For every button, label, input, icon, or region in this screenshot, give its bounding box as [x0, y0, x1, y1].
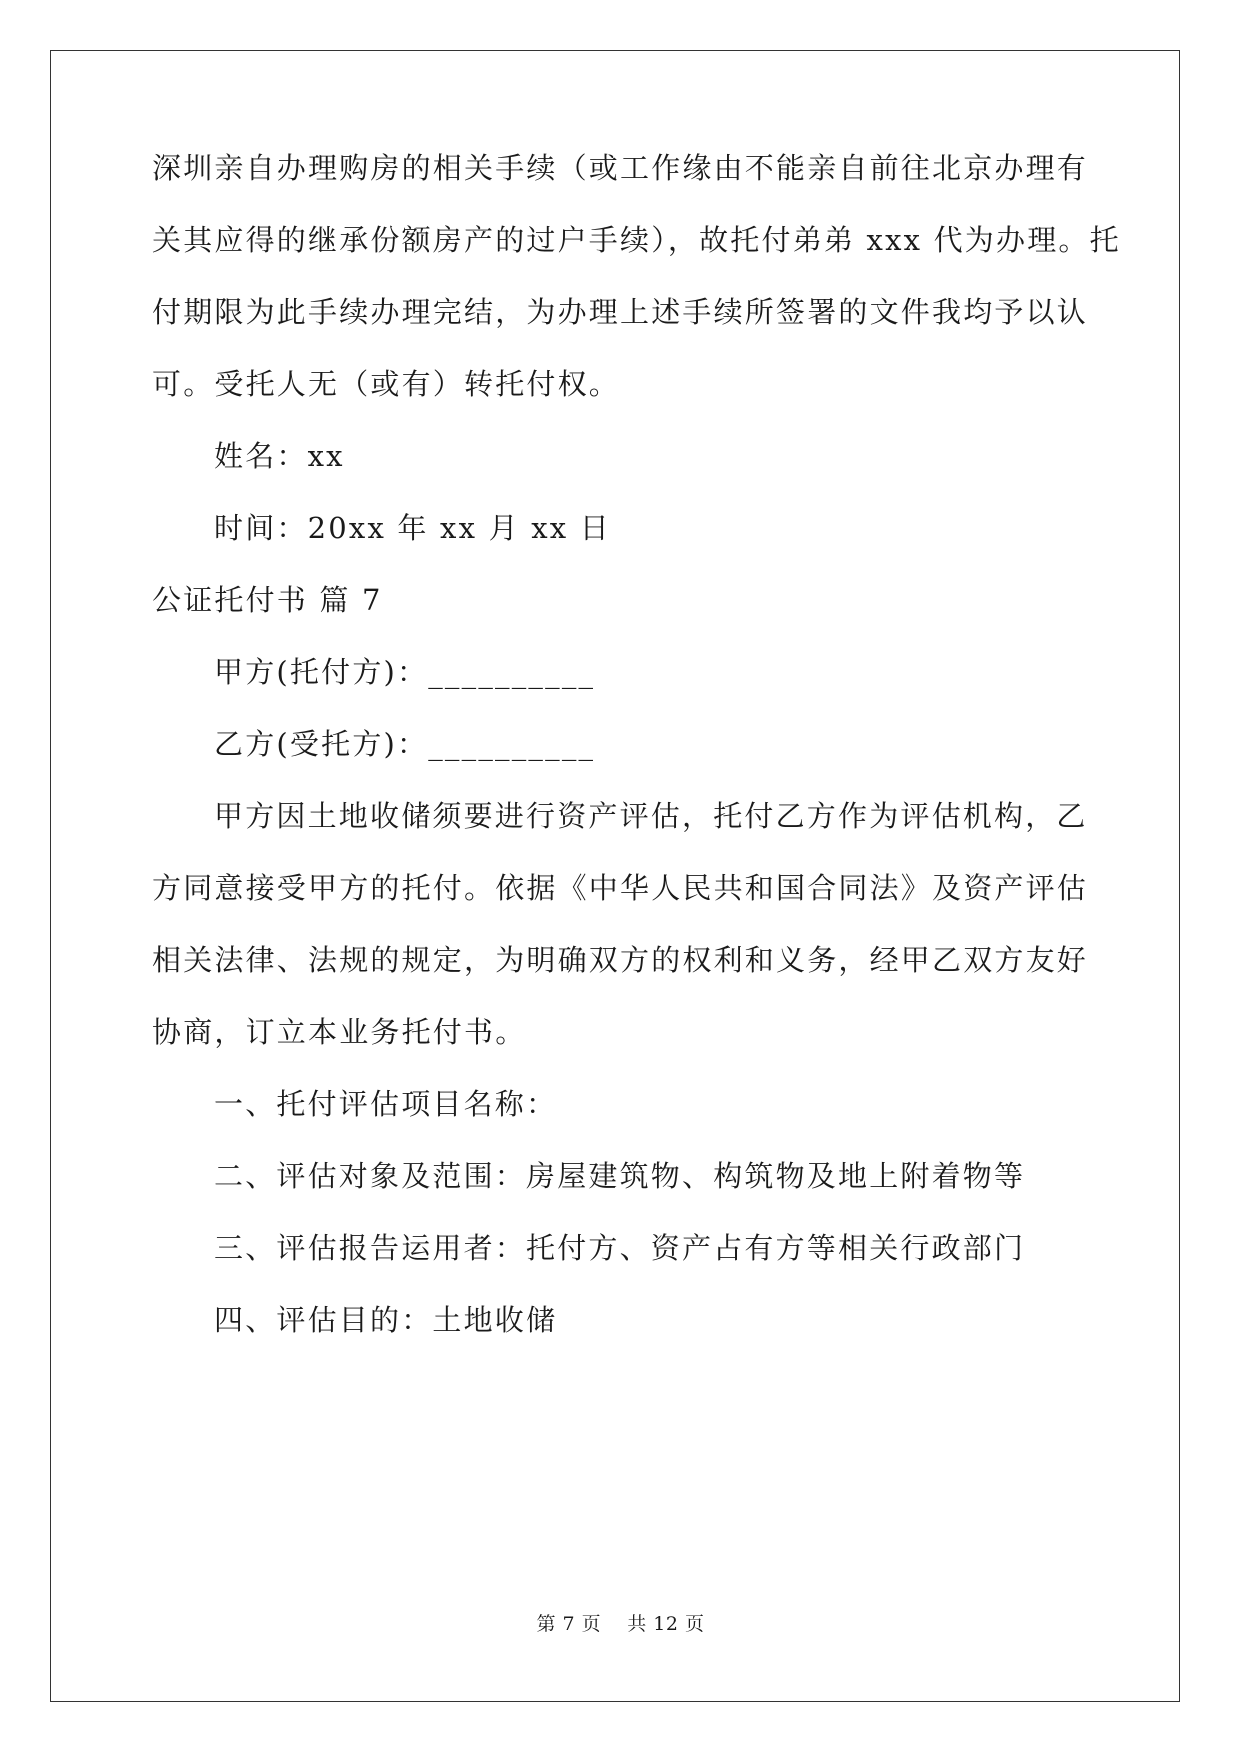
page-number-footer: 第 7 页 共 12 页 — [536, 1613, 705, 1635]
clause-1: 一、托付评估项目名称： — [214, 1087, 558, 1121]
party-a-line: 甲方(托付方)：__________ — [214, 655, 596, 689]
clause-2: 二、评估对象及范围：房屋建筑物、构筑物及地上附着物等 — [214, 1159, 1026, 1193]
body-line-2: 关其应得的继承份额房产的过户手续），故托付弟弟 xxx 代为办理。托 — [152, 223, 1121, 257]
date-line: 时间：20xx 年 xx 月 xx 日 — [214, 511, 611, 545]
body-line-5: 甲方因土地收储须要进行资产评估，托付乙方作为评估机构，乙 — [214, 799, 1088, 833]
body-line-7: 相关法律、法规的规定，为明确双方的权利和义务，经甲乙双方友好 — [152, 943, 1089, 977]
body-line-1: 深圳亲自办理购房的相关手续（或工作缘由不能亲自前往北京办理有 — [152, 151, 1089, 185]
body-line-3: 付期限为此手续办理完结，为办理上述手续所签署的文件我均予以认 — [152, 295, 1089, 329]
clause-3: 三、评估报告运用者：托付方、资产占有方等相关行政部门 — [214, 1231, 1026, 1265]
section-heading: 公证托付书 篇 7 — [152, 583, 383, 617]
body-line-8: 协商，订立本业务托付书。 — [152, 1015, 527, 1049]
body-line-4: 可。受托人无（或有）转托付权。 — [152, 367, 621, 401]
name-line: 姓名：xx — [214, 439, 345, 473]
party-b-line: 乙方(受托方)：__________ — [214, 727, 596, 761]
body-line-6: 方同意接受甲方的托付。依据《中华人民共和国合同法》及资产评估 — [152, 871, 1089, 905]
clause-4: 四、评估目的：土地收储 — [214, 1303, 558, 1337]
